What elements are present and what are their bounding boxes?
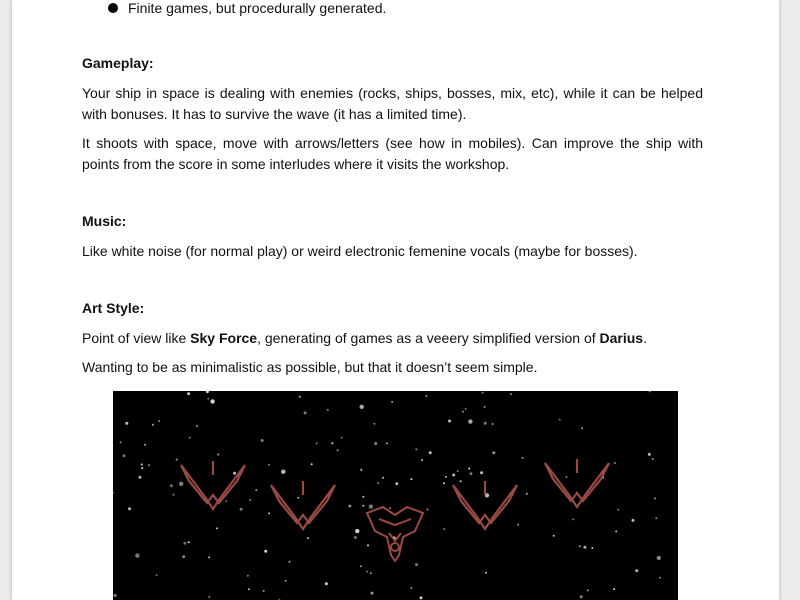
star: [325, 582, 328, 585]
star: [566, 476, 568, 478]
art-text-1: Point of view like: [82, 330, 191, 346]
star: [425, 395, 427, 397]
star: [373, 423, 375, 425]
star: [360, 469, 362, 471]
star: [613, 588, 615, 590]
star: [635, 569, 638, 572]
star: [196, 425, 198, 427]
star: [188, 541, 190, 543]
art-text-3: .: [643, 330, 647, 346]
star: [648, 453, 651, 456]
star: [443, 482, 445, 484]
document-page: [12, 0, 779, 600]
star: [360, 565, 362, 567]
star: [173, 494, 175, 496]
star: [366, 571, 368, 573]
star: [362, 496, 364, 498]
star: [526, 493, 528, 495]
star: [659, 577, 661, 579]
star: [420, 596, 423, 599]
darius-reference: Darius: [599, 330, 644, 346]
bullet-icon: [108, 3, 118, 13]
star: [120, 441, 122, 443]
star: [268, 512, 270, 514]
star: [122, 454, 125, 457]
star: [255, 489, 257, 491]
star: [341, 437, 343, 439]
sky-force-reference: Sky Force: [190, 330, 258, 346]
star: [579, 545, 581, 547]
star: [249, 499, 251, 501]
star: [187, 392, 190, 395]
star: [657, 556, 661, 560]
star: [311, 463, 313, 465]
star: [457, 470, 459, 472]
star: [367, 544, 369, 546]
star: [207, 398, 209, 400]
star: [261, 439, 264, 442]
star: [580, 595, 583, 598]
star: [135, 553, 139, 557]
star: [183, 542, 186, 545]
star: [374, 442, 377, 445]
star: [348, 505, 351, 508]
star: [141, 464, 143, 466]
star: [468, 419, 472, 423]
star: [355, 529, 359, 533]
star: [141, 467, 143, 469]
star: [144, 444, 146, 446]
star: [152, 424, 154, 426]
star: [615, 530, 617, 532]
art-style-heading: Art Style:: [82, 300, 145, 316]
star: [170, 484, 173, 487]
bullet-item: [108, 0, 386, 16]
star: [522, 457, 524, 459]
star: [369, 504, 373, 508]
star: [655, 517, 657, 519]
star: [448, 420, 451, 423]
star: [617, 509, 619, 511]
star: [138, 476, 141, 479]
star: [421, 459, 423, 461]
star: [410, 478, 412, 480]
star: [370, 572, 372, 574]
star: [654, 498, 656, 500]
star: [581, 427, 583, 429]
star: [614, 462, 616, 464]
star: [176, 459, 178, 461]
star: [156, 574, 158, 576]
space-scene-svg: [113, 391, 678, 600]
star: [281, 470, 285, 474]
star: [216, 527, 218, 529]
star: [354, 536, 357, 539]
star: [468, 468, 470, 470]
star: [429, 451, 432, 454]
star: [297, 497, 299, 499]
star: [371, 592, 374, 595]
star: [462, 411, 464, 413]
star: [128, 507, 131, 510]
star: [377, 482, 379, 484]
star: [583, 546, 586, 549]
star: [304, 411, 307, 414]
star: [482, 392, 484, 394]
star: [465, 408, 467, 410]
star: [484, 406, 486, 408]
star: [125, 422, 128, 425]
star: [316, 442, 318, 444]
gameplay-heading: Gameplay:: [82, 55, 154, 71]
star: [360, 405, 364, 409]
star: [189, 437, 191, 439]
star: [445, 476, 447, 478]
star: [415, 448, 417, 450]
star: [268, 464, 270, 466]
art-text-2: , generating of games as a veeery simplified version of: [257, 330, 600, 346]
star: [484, 422, 487, 425]
space-background: [113, 391, 678, 600]
art-style-paragraph-2: Wanting to be as minimalistic as possible, but that it doesn’t seem simple.: [82, 359, 538, 375]
star: [553, 535, 555, 537]
star: [587, 589, 589, 591]
star: [208, 556, 210, 558]
space-starfield-ships-image: [113, 391, 678, 600]
star: [470, 472, 473, 475]
star: [415, 563, 418, 566]
star: [443, 528, 445, 530]
art-style-paragraph-1: [82, 328, 703, 349]
music-heading: Music:: [82, 213, 127, 229]
star: [264, 550, 267, 553]
star: [382, 477, 384, 479]
star: [208, 596, 210, 598]
bullet-text: Finite games, but procedurally generated.: [128, 0, 387, 16]
star: [263, 590, 265, 592]
star: [225, 500, 227, 502]
star: [240, 508, 243, 511]
star: [327, 409, 329, 411]
star: [652, 458, 654, 460]
star: [247, 575, 249, 577]
star: [210, 399, 214, 403]
star: [572, 518, 574, 520]
star: [426, 509, 428, 511]
star: [480, 471, 483, 474]
star: [158, 420, 160, 422]
gameplay-paragraph-1: Your ship in space is dealing with enemies (rocks, ships, bosses, mix, etc), while it can be helped with bonuses. It has to survive the wave (it has a limited time).: [82, 85, 703, 122]
star: [233, 472, 236, 475]
star: [591, 547, 593, 549]
star: [307, 537, 309, 539]
star: [114, 594, 117, 597]
star: [248, 588, 250, 590]
star: [386, 442, 388, 444]
star: [510, 393, 512, 395]
star: [492, 423, 494, 425]
star: [559, 419, 561, 421]
star: [289, 561, 291, 563]
star: [179, 482, 183, 486]
star: [485, 572, 487, 574]
star: [299, 396, 301, 398]
star: [148, 464, 150, 466]
gameplay-paragraph-2: It shoots with space, move with arrows/letters (see how in mobiles). Can improve the ship with points from the score in some interludes where it visits the workshop.: [82, 135, 703, 172]
star: [452, 474, 455, 477]
star: [395, 482, 398, 485]
star: [182, 555, 185, 558]
star: [389, 507, 391, 509]
music-paragraph: Like white noise (for normal play) or weird electronic femenine vocals (maybe for bosses).: [82, 243, 638, 259]
star: [632, 519, 635, 522]
star: [492, 451, 495, 454]
star: [331, 442, 333, 444]
star: [285, 580, 287, 582]
star: [460, 480, 462, 482]
star: [337, 449, 339, 451]
star: [391, 401, 393, 403]
star: [517, 524, 519, 526]
star: [362, 505, 364, 507]
star: [217, 454, 219, 456]
star: [410, 587, 412, 589]
